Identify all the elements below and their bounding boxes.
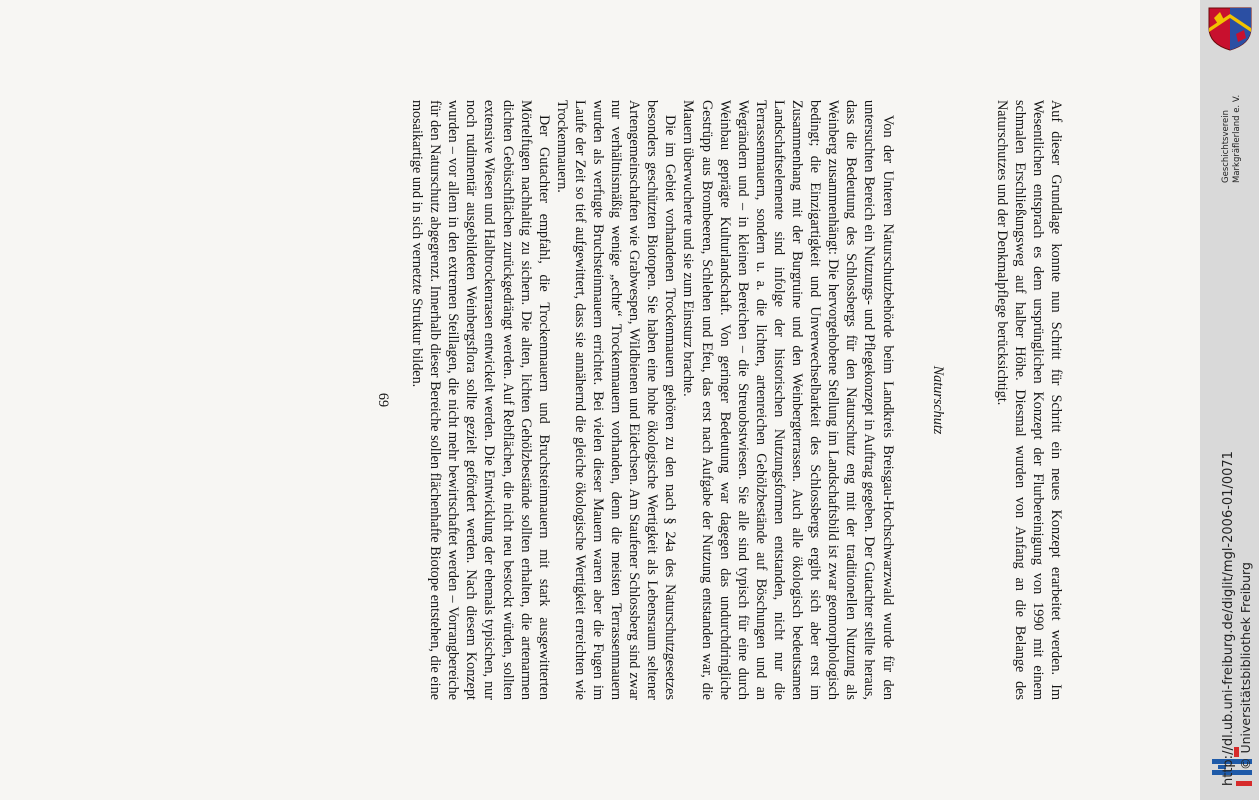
copyright-notice: © Universitätsbibliothek Freiburg: [1238, 562, 1253, 770]
paragraph: Von der Unteren Naturschutzbehörde beim Landkreis Breisgau-Hochschwarzwald wurde für den untersuchten Bereich ein Nutzungs- und Pflegekonzept in Auftrag gegeben. Der Gutachter stellte heraus, dass die Bedeutung des Schlossbergs für den Naturschutz eng mit der traditionellen Nutzung als Weinberg zusammenhängt: Die hervorgehobene Stellung im Landschaftsbild ist zwar geomorphologisch bedingt; die Einzigartigkeit und Unverwechselbarkeit des Schlossbergs ergibt sich aber erst im Zusammenhang mit der Burgruine und den Weinbergterrassen. Auch alle ökologisch bedeutsamen Landschaftselemente sind infolge der historischen Nutzungsformen entstanden, nicht nur die Terrassenmauern, sondern u. a. die lichten, artenreichen Gehölzbestände auf Böschungen und an Wegrändern und – in kleinen Bereichen – die Streuobstwiesen. Sie alle sind typisch für eine durch Weinbau geprägte Kulturlandschaft. Von geringer Bedeutung war dagegen das undurchdringliche Gestrüpp aus Brombeeren, Schlehen und Efeu, das erst nach Aufgabe der Nutzung entstanden war, die Mauern überwucherte und sie zum Einsturz brachte.: [680, 100, 896, 700]
society-name-line2: Markgräflerland e. V.: [1232, 94, 1242, 183]
source-url[interactable]: http://dl.ub.uni-freiburg.de/diglit/mgl-2006-01/0071: [1221, 451, 1236, 786]
coat-of-arms-icon: [1206, 6, 1254, 51]
society-name-line1: Geschichtsverein: [1221, 109, 1231, 183]
text-column: [135, 100, 1065, 700]
paragraph: Der Gutachter empfahl, die Trockenmauern und Bruchsteinmauern mit stark ausgewitterten Mörtelfugen nachhaltig zu sichern. Die alten, lichten Gehölzbestände sollten erhalten, die artenarmen dichten Gebüschflächen zurückgedrängt werden. Auf Rebflächen, die nicht neu bestockt würden, sollten extensive Wiesen und Halbtrockenrasen entwickelt werden. Die Entwicklung der ehemals typischen, nur noch rudimentär ausgebildeten Weinbergsflora sollte gezielt gefördert werden. Nach diesem Konzept wurden – vor allem in den extremen Steillagen, die nicht mehr bewirtschaftet werden – Vorrangbereiche für den Naturschutz abgegrenzt. Innerhalb dieser Bereiche sollen flächenhafte Biotope entstehen, die eine mosaikartige und in sich vernetzte Struktur bilden.: [409, 100, 552, 700]
section-heading: Naturschutz: [929, 365, 946, 435]
paragraph-intro: Auf dieser Grundlage konnte nun Schritt für Schritt ein neues Konzept erarbeitet werden. Im Wesentlichen entsprach es dem ursprünglichen Konzept der Flurbereinigung von 1990 mit einem schmalen Erschließungsweg auf halber Höhe. Diesmal wurden von Anfang an die Belange des Naturschutzes und der Denkmalpflege berücksichtigt.: [993, 100, 1064, 700]
page-number: 69: [375, 392, 391, 408]
section-gap: [947, 100, 993, 700]
paragraph: Die im Gebiet vorhandenen Trockenmauern gehören zu den nach § 24a des Naturschutzgesetzes besonders geschützten Biotopen. Sie haben eine hohe ökologische Wertigkeit als Lebensraum seltener Artengemeinschaften wie Grabwespen, Wildbienen und Eidechsen. Am Staufener Schlossberg sind zwar nur verhältnismäßig wenige „echte“ Trockenmauern vorhanden, denn die meisten Terrassenmauern wurden als verfugte Bruchsteinmauern errichtet. Bei vielen dieser Mauern waren aber die Fugen im Laufe der Zeit so tief aufgewittert, dass sie annähernd die gleiche ökologische Wertigkeit erreichten wie Trockenmauern.: [553, 100, 679, 700]
